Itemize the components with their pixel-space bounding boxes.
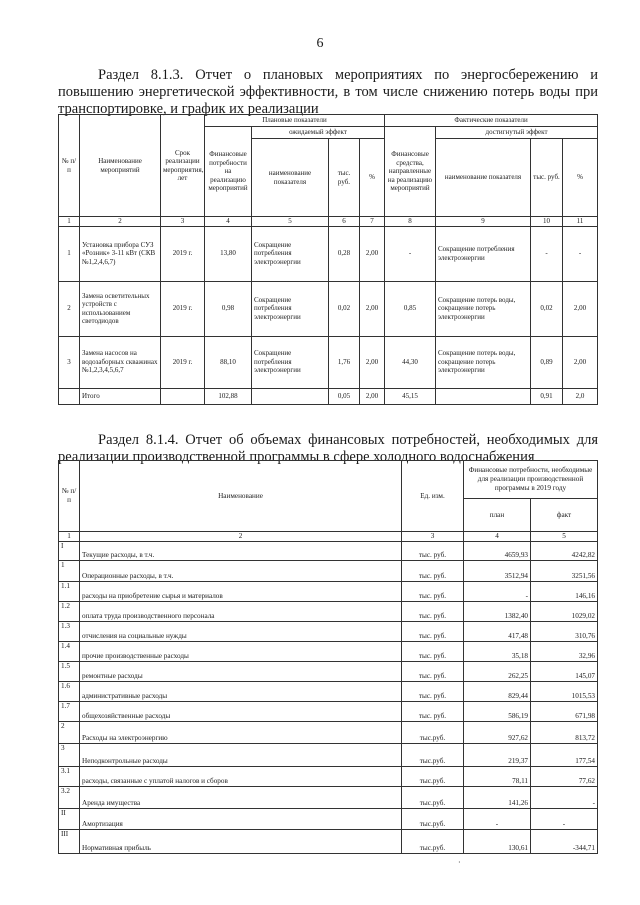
col-number: 3: [161, 217, 205, 227]
row-unit: тыс. руб.: [402, 702, 464, 722]
table-row: [59, 582, 598, 602]
row-unit: тыс. руб.: [402, 662, 464, 682]
row-num: III: [59, 830, 80, 854]
row-fact: 177,54: [531, 744, 598, 767]
row-name: ремонтные расходы: [80, 662, 402, 682]
row-plan: 219,37: [464, 744, 531, 767]
row-term: 2019 г.: [161, 226, 205, 281]
row-plan: 3512,94: [464, 561, 531, 582]
row-fact-fin: -: [385, 226, 436, 281]
total-num: [59, 388, 80, 404]
header-percent: %: [360, 139, 385, 217]
header-achieved: достигнутый эффект: [436, 127, 598, 139]
col-number: 2: [80, 217, 161, 227]
table-row: [59, 542, 598, 561]
row-num: II: [59, 809, 80, 830]
section-heading: [58, 67, 598, 118]
col-number: 8: [385, 217, 436, 227]
row-unit: тыс. руб.: [402, 561, 464, 582]
table-row: [59, 787, 598, 809]
row-fact: -344,71: [531, 830, 598, 854]
header-term: Срок реализации мероприятия, лет: [161, 115, 205, 217]
total-fact-pct: 2,0: [563, 388, 598, 404]
header-thousand-rub: тыс. руб.: [531, 139, 563, 217]
table-row: [59, 622, 598, 642]
row-fact: 3251,56: [531, 561, 598, 582]
table-row: [59, 226, 598, 281]
row-plan: -: [464, 582, 531, 602]
row-name: Текущие расходы, в т.ч.: [80, 542, 402, 561]
row-plan: 78,11: [464, 767, 531, 787]
row-name: Амортизация: [80, 809, 402, 830]
row-fin: 13,80: [205, 226, 252, 281]
row-num: 1.3: [59, 622, 80, 642]
energy-saving-table: [58, 114, 598, 405]
row-num: I: [59, 542, 80, 561]
row-num: 2: [59, 281, 80, 336]
col-number: 1: [59, 217, 80, 227]
header-fin-fact: Финансовые средства, направленные на реализацию мероприятий: [385, 127, 436, 217]
row-name: Операционные расходы, в т.ч.: [80, 561, 402, 582]
row-unit: тыс.руб.: [402, 767, 464, 787]
row-fact: 145,07: [531, 662, 598, 682]
col-number: 3: [402, 532, 464, 542]
row-term: 2019 г.: [161, 336, 205, 388]
total-row: [59, 388, 598, 404]
row-unit: тыс. руб.: [402, 582, 464, 602]
header-expected: ожидаемый эффект: [252, 127, 385, 139]
row-effect-rub: 0,02: [329, 281, 360, 336]
row-fact-name: Сокращение потерь воды, сокращение потерь электроэнергии: [436, 336, 531, 388]
row-fact-pct: 2,00: [563, 336, 598, 388]
total-term: [161, 388, 205, 404]
total-effect-pct: 2,00: [360, 388, 385, 404]
col-number: 5: [252, 217, 329, 227]
row-plan: 829,44: [464, 682, 531, 702]
total-fact-rub: 0,91: [531, 388, 563, 404]
table-row: [59, 809, 598, 830]
row-plan: 130,61: [464, 830, 531, 854]
row-plan: 1382,40: [464, 602, 531, 622]
row-fact-name: Сокращение потребления электроэнергии: [436, 226, 531, 281]
row-unit: тыс. руб.: [402, 542, 464, 561]
row-name: отчисления на социальные нужды: [80, 622, 402, 642]
row-name: административные расходы: [80, 682, 402, 702]
row-fact: -: [531, 787, 598, 809]
row-fact: 1015,53: [531, 682, 598, 702]
row-num: 3.2: [59, 787, 80, 809]
row-effect-pct: 2,00: [360, 281, 385, 336]
row-fin: 88,10: [205, 336, 252, 388]
row-name: общехозяйственные расходы: [80, 702, 402, 722]
row-name: Расходы на электроэнергию: [80, 722, 402, 744]
header-indicator-name: наименование показателя: [436, 139, 531, 217]
col-number: 4: [205, 217, 252, 227]
row-fact: 146,16: [531, 582, 598, 602]
total-effect-rub: 0,05: [329, 388, 360, 404]
row-name: расходы, связанные с уплатой налогов и сборов: [80, 767, 402, 787]
row-fact: 77,62: [531, 767, 598, 787]
row-fact: 671,98: [531, 702, 598, 722]
row-fact-pct: -: [563, 226, 598, 281]
header-thousand-rub: тыс. руб.: [329, 139, 360, 217]
row-fact-rub: 0,02: [531, 281, 563, 336]
row-effect-name: Сокращение потребления электроэнергии: [252, 226, 329, 281]
row-plan: 141,26: [464, 787, 531, 809]
row-effect-pct: 2,00: [360, 336, 385, 388]
row-num: 1: [59, 226, 80, 281]
header-name: Наименование мероприятий: [80, 115, 161, 217]
row-unit: тыс.руб.: [402, 722, 464, 744]
row-name: Неподконтрольные расходы: [80, 744, 402, 767]
col-number: 10: [531, 217, 563, 227]
col-number: 7: [360, 217, 385, 227]
total-label: Итого: [80, 388, 161, 404]
header-name: Наименование: [80, 461, 402, 532]
row-fact: -: [531, 809, 598, 830]
row-fact-name: Сокращение потерь воды, сокращение потерь электроэнергии: [436, 281, 531, 336]
header-plan: план: [464, 499, 531, 532]
row-fact-rub: -: [531, 226, 563, 281]
row-fact: 813,72: [531, 722, 598, 744]
table-row: [59, 767, 598, 787]
page-number: 6: [316, 36, 324, 51]
row-effect-pct: 2,00: [360, 226, 385, 281]
row-plan: 262,25: [464, 662, 531, 682]
row-unit: тыс.руб.: [402, 787, 464, 809]
header-fact: факт: [531, 499, 598, 532]
table-row: [59, 281, 598, 336]
row-unit: тыс. руб.: [402, 622, 464, 642]
table-row: [59, 662, 598, 682]
row-name: Замена осветительных устройств с использованием светодиодов: [80, 281, 161, 336]
table-row: [59, 744, 598, 767]
row-num: 1.5: [59, 662, 80, 682]
row-num: 1.4: [59, 642, 80, 662]
row-fact-fin: 44,30: [385, 336, 436, 388]
row-effect-name: Сокращение потребления электроэнергии: [252, 336, 329, 388]
header-unit: Ед. изм.: [402, 461, 464, 532]
col-number: 1: [59, 532, 80, 542]
row-plan: 417,48: [464, 622, 531, 642]
row-unit: тыс.руб.: [402, 744, 464, 767]
row-num: 2: [59, 722, 80, 744]
row-num: 1: [59, 561, 80, 582]
row-fact-rub: 0,89: [531, 336, 563, 388]
col-number: 11: [563, 217, 598, 227]
row-num: 1.1: [59, 582, 80, 602]
table-row: [59, 642, 598, 662]
row-plan: 35,18: [464, 642, 531, 662]
row-unit: тыс. руб.: [402, 602, 464, 622]
row-name: оплата труда производственного персонала: [80, 602, 402, 622]
row-plan: 586,19: [464, 702, 531, 722]
col-number: 4: [464, 532, 531, 542]
row-num: 3: [59, 744, 80, 767]
row-name: прочие производственные расходы: [80, 642, 402, 662]
total-fact-fin: 45,15: [385, 388, 436, 404]
row-effect-rub: 0,28: [329, 226, 360, 281]
header-actual: Фактические показатели: [385, 115, 598, 127]
row-name: Нормативная прибыль: [80, 830, 402, 854]
header-indicator-name: наименование показателя: [252, 139, 329, 217]
row-num: 3.1: [59, 767, 80, 787]
row-plan: 4659,93: [464, 542, 531, 561]
header-fin-needs: Финансовые потребности, необходимые для реализации производственной программы в 2019 году: [464, 461, 598, 499]
row-name: расходы на приобретение сырья и материалов: [80, 582, 402, 602]
row-num: 1.2: [59, 602, 80, 622]
row-unit: тыс.руб.: [402, 809, 464, 830]
row-effect-name: Сокращение потребления электроэнергии: [252, 281, 329, 336]
row-fin: 0,98: [205, 281, 252, 336]
scan-mark: ·: [458, 858, 461, 867]
col-number: 2: [80, 532, 402, 542]
table-row: [59, 830, 598, 854]
header-num: № п/п: [59, 461, 80, 532]
row-fact: 4242,82: [531, 542, 598, 561]
row-effect-rub: 1,76: [329, 336, 360, 388]
col-number: 5: [531, 532, 598, 542]
header-fin-plan: Финансовые потребности на реализацию мероприятий: [205, 127, 252, 217]
row-unit: тыс. руб.: [402, 682, 464, 702]
row-name: Установка прибора СУЗ «Розник» 3-11 кВт (СКВ №1,2,4,6,7): [80, 226, 161, 281]
row-fact: 1029,02: [531, 602, 598, 622]
header-percent: %: [563, 139, 598, 217]
table-row: [59, 682, 598, 702]
row-plan: -: [464, 809, 531, 830]
row-fact: 32,96: [531, 642, 598, 662]
row-name: Замена насосов на водозаборных скважинах №1,2,3,4,5,6,7: [80, 336, 161, 388]
row-num: 1.6: [59, 682, 80, 702]
header-planned: Плановые показатели: [205, 115, 385, 127]
row-fact-pct: 2,00: [563, 281, 598, 336]
header-num: № п/п: [59, 115, 80, 217]
total-effect-name: [252, 388, 329, 404]
total-fact-name: [436, 388, 531, 404]
row-plan: 927,62: [464, 722, 531, 744]
row-num: 3: [59, 336, 80, 388]
section-heading-text: Раздел 8.1.4. Отчет об объемах финансовых потребностей, необходимых для реализации производственной программы в сфере холодного водоснабжения: [58, 432, 598, 465]
section-heading-text: Раздел 8.1.3. Отчет о плановых мероприятиях по энергосбережению и повышению энергетической эффективности, в том числе снижению потерь воды при транспортировке, и график их реализации: [58, 67, 598, 117]
row-term: 2019 г.: [161, 281, 205, 336]
row-name: Аренда имущества: [80, 787, 402, 809]
col-number: 6: [329, 217, 360, 227]
row-unit: тыс. руб.: [402, 642, 464, 662]
financial-needs-table: [58, 460, 598, 854]
table-row: [59, 722, 598, 744]
table-row: [59, 702, 598, 722]
row-num: 1.7: [59, 702, 80, 722]
table-row: [59, 561, 598, 582]
col-number: 9: [436, 217, 531, 227]
total-fin: 102,88: [205, 388, 252, 404]
table-row: [59, 602, 598, 622]
row-fact: 310,76: [531, 622, 598, 642]
table-row: [59, 336, 598, 388]
row-fact-fin: 0,85: [385, 281, 436, 336]
row-unit: тыс.руб.: [402, 830, 464, 854]
